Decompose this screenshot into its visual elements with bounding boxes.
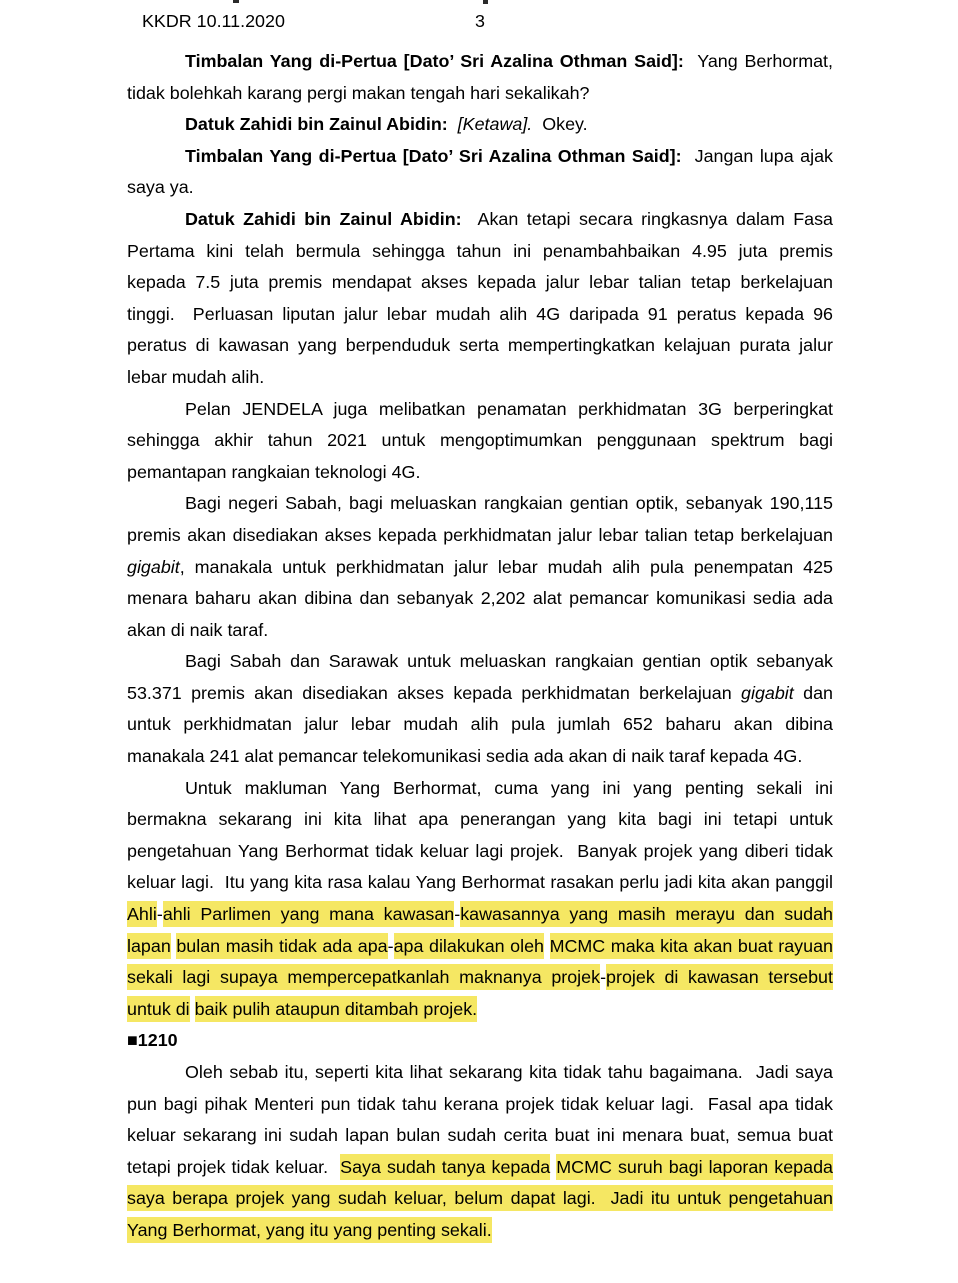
text-run: kepada 7.5 juta premis mendapat akses kepada jalur lebar talian tetap berkelajuan (127, 272, 833, 293)
highlighted-text-run: projek di kawasan tersebut (606, 964, 833, 990)
highlighted-text-run: bulan masih tidak ada apa (176, 933, 387, 959)
text-run: 53.371 premis akan disediakan akses kepada perkhidmatan berkelajuan (127, 682, 742, 703)
text-line (127, 236, 833, 268)
highlighted-text-run: ahli Parlimen yang mana kawasan (163, 901, 454, 927)
text-run: [Ketawa]. (457, 114, 533, 135)
text-run: pengetahuan Yang Berhormat tidak keluar lagi projek. Banyak projek yang diberi tidak (127, 840, 833, 861)
text-run: saya ya. (127, 177, 194, 198)
text-line (127, 457, 833, 489)
paragraph-sabah (127, 488, 833, 646)
text-run: untuk perkhidmatan jalur lebar mudah alih pula jumlah 652 baharu akan dibina (127, 714, 833, 735)
text-run: Timbalan Yang di-Pertua [Dato’ Sri Azalina Othman Said]: (185, 145, 682, 166)
text-line (127, 141, 833, 173)
text-line (127, 773, 833, 805)
highlighted-text-run: MCMC suruh bagi laporan kepada (556, 1154, 833, 1180)
text-run: manakala 241 alat pemancar telekomunikasi sedia ada akan di naik taraf kepada 4G. (127, 746, 803, 767)
text-run: keluar lagi. Itu yang kita rasa kalau Yang Berhormat rasakan perlu jadi kita akan panggil (127, 872, 833, 893)
text-run: gigabit (127, 556, 180, 577)
text-line (127, 46, 833, 78)
text-run: Jangan lupa ajak (681, 145, 833, 166)
highlighted-text-run: MCMC maka kita akan buat rayuan (550, 933, 833, 959)
scan-artifact (483, 0, 488, 4)
text-run: Pertama kini telah bermula sehingga tahun ini penambahbaikan 4.95 juta premis (127, 240, 833, 261)
text-line (127, 962, 833, 994)
transcript-body (127, 46, 833, 1247)
page-number: 3 (475, 11, 485, 31)
text-line (127, 1152, 833, 1184)
highlighted-text-run: lapan (127, 933, 171, 959)
text-line (127, 394, 833, 426)
text-run: tidak bolehkah karang pergi makan tengah hari sekalikah? (127, 82, 590, 103)
text-run: menara baharu akan dibina dan sebanyak 2,202 alat pemancar komunikasi sedia ada (127, 588, 833, 609)
highlighted-text-run: baik pulih ataupun ditambah projek. (195, 996, 477, 1022)
text-run: Pelan JENDELA juga melibatkan penamatan perkhidmatan 3G berperingkat (185, 398, 833, 419)
text-line (127, 615, 833, 647)
text-run: - (387, 935, 394, 956)
text-line (127, 204, 833, 236)
text-run: Datuk Zahidi bin Zainul Abidin: (185, 208, 462, 229)
text-line (127, 330, 833, 362)
text-line (127, 1057, 833, 1089)
text-line (127, 299, 833, 331)
text-line (127, 78, 833, 110)
text-run: pun bagi pihak Menteri pun tidak tahu kerana projek tidak keluar lagi. Fasal apa tidak (127, 1093, 833, 1114)
text-run: , manakala untuk perkhidmatan jalur lebar mudah alih pula penempatan 425 (179, 556, 833, 577)
text-line (127, 1183, 833, 1215)
text-line (127, 899, 833, 931)
text-run: ■1210 (127, 1030, 178, 1051)
text-run: Untuk makluman Yang Berhormat, cuma yang ini yang penting sekali ini (185, 777, 833, 798)
text-run: dan (793, 682, 833, 703)
paragraph-speech-zahidi-2 (127, 204, 833, 394)
text-line (127, 425, 833, 457)
text-line (127, 931, 833, 963)
text-run: Timbalan Yang di-Pertua [Dato’ Sri Azalina Othman Said]: (185, 51, 684, 71)
text-line (127, 1089, 833, 1121)
scan-artifact (233, 0, 239, 3)
text-line (127, 836, 833, 868)
text-run: Bagi negeri Sabah, bagi meluaskan rangkaian gentian optik, sebanyak 190,115 (185, 493, 833, 514)
highlighted-text-run: apa dilakukan oleh (394, 933, 544, 959)
paragraph-speech-zahidi-1 (127, 109, 833, 141)
highlighted-text-run: untuk di (127, 996, 190, 1022)
highlighted-text-run: saya berapa projek yang sudah keluar, belum dapat lagi. Jadi itu untuk pengetahuan (127, 1185, 833, 1211)
text-line (127, 678, 833, 710)
text-line (127, 709, 833, 741)
text-line (127, 1120, 833, 1152)
highlighted-text-run: sekali lagi supaya mempercepatkanlah maknanya projek (127, 964, 600, 990)
highlighted-text-run: Yang Berhormat, yang itu yang penting sekali. (127, 1217, 492, 1243)
page-header (142, 11, 848, 35)
paragraph-oleh-sebab (127, 1057, 833, 1247)
text-line (127, 362, 833, 394)
text-line (127, 804, 833, 836)
text-run: pemantapan rangkaian teknologi 4G. (127, 461, 421, 482)
text-line (127, 488, 833, 520)
paragraph-speech-azalina-2 (127, 141, 833, 204)
text-run: sehingga akhir tahun 2021 untuk mengoptimumkan penggunaan spektrum bagi (127, 430, 833, 451)
text-run: bermakna sekarang ini kita lihat apa penerangan yang kita bagi ini tetapi untuk (127, 809, 833, 830)
text-line (127, 741, 833, 773)
text-line (127, 172, 833, 204)
text-run: gigabit (741, 682, 794, 703)
text-line (127, 994, 833, 1026)
text-run: tetapi projek tidak keluar. (127, 1156, 341, 1177)
timestamp-marker (127, 1025, 833, 1057)
text-run: peratus di kawasan yang berpenduduk serta mempertingkatkan kelajuan purata jalur (127, 335, 833, 356)
text-run: Datuk Zahidi bin Zainul Abidin: (185, 114, 448, 135)
text-line (127, 552, 833, 584)
text-run: Oleh sebab itu, seperti kita lihat sekarang kita tidak tahu bagaimana. Jadi saya (185, 1062, 833, 1082)
text-run: Okey. (532, 114, 588, 135)
text-line (127, 267, 833, 299)
text-line (127, 109, 833, 141)
text-run: lebar mudah alih. (127, 366, 265, 387)
highlighted-text-run: Saya sudah tanya kepada (340, 1154, 550, 1180)
text-run (448, 114, 458, 134)
text-line (127, 1025, 833, 1057)
highlighted-text-run: kawasannya yang masih merayu dan sudah (460, 901, 833, 927)
text-run (190, 999, 195, 1019)
paragraph-speech-azalina-1 (127, 46, 833, 109)
highlighted-text-run: Ahli (127, 901, 157, 927)
text-run: premis akan disediakan akses kepada perkhidmatan jalur lebar talian tetap berkelajuan (127, 524, 833, 545)
text-run: Yang Berhormat, (683, 51, 833, 71)
text-run: Akan tetapi secara ringkasnya dalam Fasa (461, 208, 833, 229)
text-line (127, 583, 833, 615)
text-run: keluar sekarang ini sudah lapan bulan sudah cerita buat ini menara buat, semua buat (127, 1125, 833, 1146)
paragraph-sabah-sarawak (127, 646, 833, 772)
text-run (544, 936, 550, 956)
text-line (127, 646, 833, 678)
text-run: akan di naik taraf. (127, 619, 269, 640)
text-line (127, 1215, 833, 1247)
text-run: - (454, 904, 461, 925)
text-run: tinggi. Perluasan liputan jalur lebar mudah alih 4G daripada 91 peratus kepada 96 (127, 303, 833, 324)
document-id: KKDR 10.11.2020 (142, 11, 285, 31)
paragraph-jendela (127, 394, 833, 489)
text-line (127, 520, 833, 552)
text-run: Bagi Sabah dan Sarawak untuk meluaskan rangkaian gentian optik sebanyak (185, 651, 833, 672)
paragraph-makluman (127, 773, 833, 1026)
text-line (127, 867, 833, 899)
text-run: - (600, 967, 607, 988)
text-run: - (156, 904, 163, 925)
